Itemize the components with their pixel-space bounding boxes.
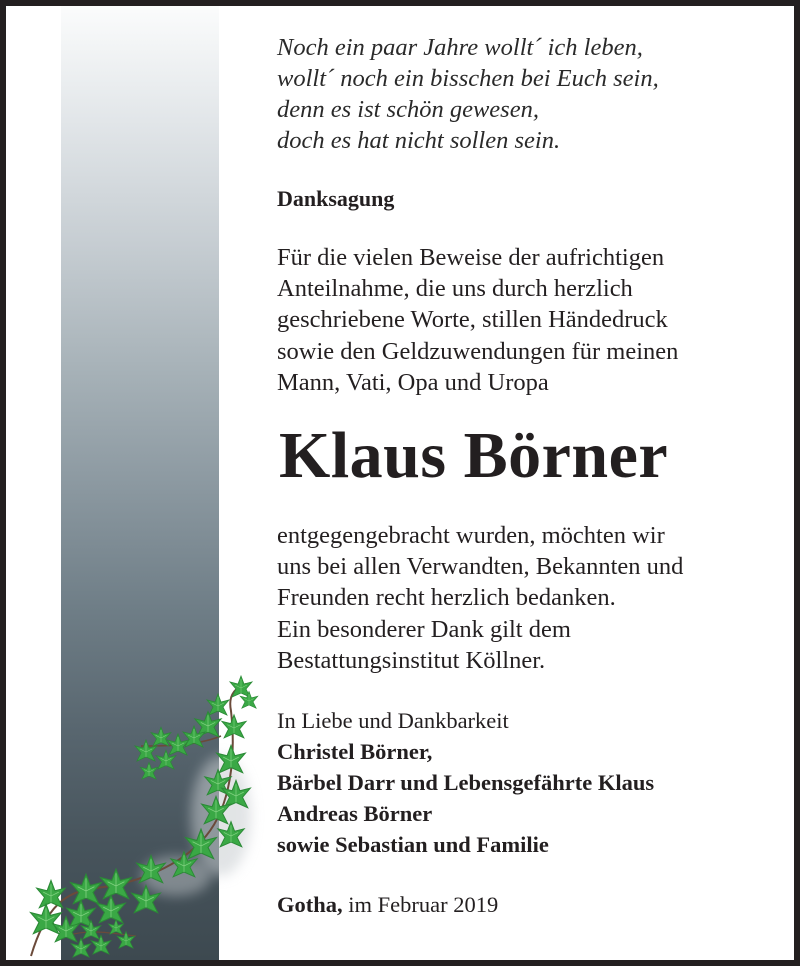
text-line: Für die vielen Beweise der aufrichtigen xyxy=(277,244,665,271)
text-line: Mann, Vati, Opa und Uropa xyxy=(277,368,549,396)
obituary-notice xyxy=(6,6,794,960)
text-line: sowie den Geldzuwendungen für meinen xyxy=(277,337,679,365)
place: Gotha, xyxy=(277,892,343,917)
poem-line: Noch ein paar Jahre wollt´ ich leben, xyxy=(277,34,643,61)
gratitude-paragraph xyxy=(277,520,683,676)
place-date xyxy=(277,892,498,918)
signoff-intro: In Liebe und Dankbarkeit xyxy=(277,708,509,733)
mourner-name: Bärbel Darr und Lebensgefährte Klaus xyxy=(277,770,655,795)
text-line: Anteilnahme, die uns durch herzlich xyxy=(277,275,633,303)
mourner-name: Andreas Börner xyxy=(277,801,433,826)
text-line: entgegengebracht wurden, möchten wir xyxy=(277,522,665,549)
mourner-name: Christel Börner, xyxy=(277,739,433,764)
heading-danksagung: Danksagung xyxy=(277,186,395,211)
deceased-name: Klaus Börner xyxy=(279,419,669,492)
mourner-name: sowie Sebastian und Familie xyxy=(277,832,549,857)
date: im Februar 2019 xyxy=(342,892,499,917)
thanks-paragraph xyxy=(277,242,678,398)
text-line: geschriebene Worte, stillen Händedruck xyxy=(277,306,668,334)
text-line: Ein besonderer Dank gilt dem xyxy=(277,615,571,643)
poem-line: denn es ist schön gewesen, xyxy=(277,96,539,123)
text-line: Bestattungsinstitut Köllner. xyxy=(277,646,546,674)
signoff xyxy=(277,705,654,860)
text-line: uns bei allen Verwandten, Bekannten und xyxy=(277,553,684,581)
text-line: Freunden recht herzlich bedanken. xyxy=(277,584,616,612)
poem-line: wollt´ noch ein bisschen bei Euch sein, xyxy=(277,65,659,92)
poem-line: doch es hat nicht sollen sein. xyxy=(277,127,561,154)
poem xyxy=(277,32,659,156)
ivy-vine-icon xyxy=(6,666,276,960)
